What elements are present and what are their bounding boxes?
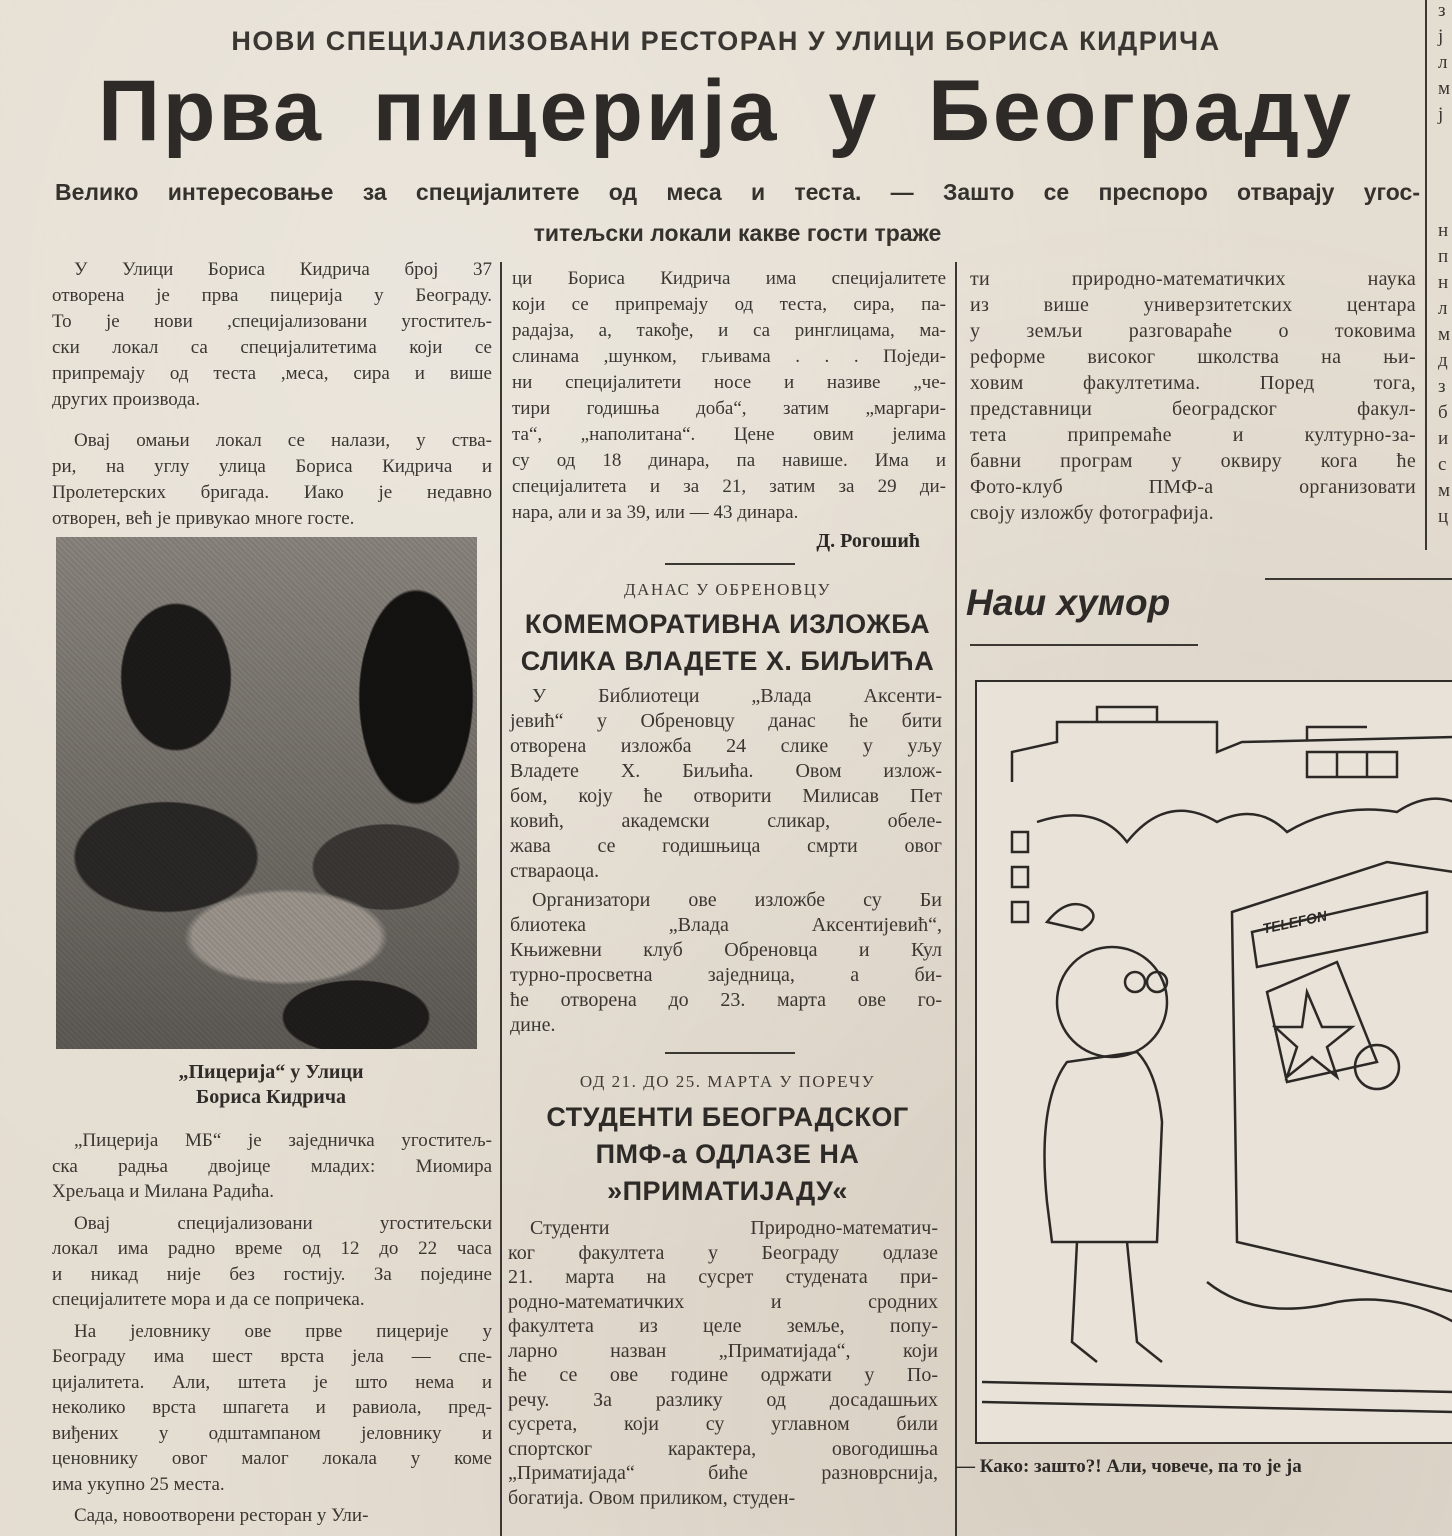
- article-headline: Прва пицерија у Београду: [98, 63, 1354, 159]
- text-line: ска радња двојице младих: Миомира: [52, 1155, 492, 1177]
- text-line: своју изложбу фотографија.: [970, 502, 1214, 524]
- headline-line: СТУДЕНТИ БЕОГРАДСКОГ: [546, 1102, 909, 1132]
- humor-title-underline: [970, 644, 1198, 646]
- text-line: У Улици Бориса Кидрича број 37: [74, 259, 492, 280]
- text-line: „Пицерија МБ“ је заједничка угоститељ-: [74, 1130, 492, 1151]
- headline-line: ПМФ-а ОДЛАЗЕ НА: [595, 1139, 860, 1169]
- headline-line: КОМЕМОРАТИВНА ИЗЛОЖБА: [524, 609, 931, 639]
- text-line: Владете Х. Биљића. Овом излож-: [510, 760, 942, 782]
- text-line: других производа.: [52, 389, 201, 410]
- text-line: специјалитете мора и да се попричека.: [52, 1289, 365, 1310]
- fragment-letter: л: [1438, 298, 1448, 319]
- photo-caption: [50, 1060, 492, 1110]
- section-rule: [665, 563, 795, 565]
- text-line: нара, али и за 39, или — 43 динара.: [512, 502, 799, 523]
- text-line: ког факултета у Београду одлазе: [508, 1241, 938, 1264]
- fragment-letter: ц: [1438, 506, 1449, 527]
- pizzeria-photo: [56, 537, 477, 1049]
- text-line: спортског карактера, овогодишња: [508, 1437, 938, 1460]
- man-body: [1045, 1052, 1163, 1242]
- main-article-col1-bottom: [52, 1128, 492, 1535]
- text-line: ларно назван „Приматијада“, који: [508, 1339, 938, 1362]
- paragraph: [508, 1216, 938, 1510]
- column-divider: [500, 262, 502, 1536]
- text-line: ценовнику овог малог локала у коме: [52, 1448, 492, 1469]
- text-line: јевић“ у Обреновцу данас ће бити: [510, 710, 942, 732]
- section-rule: [665, 1052, 795, 1054]
- column-divider: [1425, 0, 1427, 550]
- exhibition-body: [510, 684, 942, 1042]
- star: [1275, 992, 1352, 1077]
- text-line: Београду има шест врста јела — спе-: [52, 1346, 492, 1367]
- text-line: има укупно 25 места.: [52, 1473, 225, 1495]
- subhead-line: титељски локали какве гости траже: [533, 220, 942, 246]
- students-kicker: ОД 21. ДО 25. МАРТА У ПОРЕЧУ: [579, 1072, 876, 1091]
- text-line: ци Бориса Кидрича има специјалитете: [512, 268, 946, 289]
- cartoon-caption: — Како: зашто?! Али, човече, па то је ја: [956, 1456, 1302, 1477]
- paragraph: [52, 1503, 492, 1529]
- text-line: локал има радно време од 12 до 22 часа: [52, 1238, 492, 1259]
- text-line: отворен, већ је привукао многе госте.: [52, 508, 355, 529]
- text-line: Организатори ове изложбе су Би: [532, 889, 942, 911]
- text-line: На јеловнику ове прве пицерије у: [74, 1320, 492, 1342]
- paragraph: [512, 266, 946, 526]
- text-line: ти природно-математичких наука: [970, 268, 1416, 290]
- text-line: Студенти Природно-математич-: [530, 1217, 938, 1239]
- humor-section-title: Наш хумор: [966, 582, 1171, 623]
- text-line: тета припремаће и културно-за-: [970, 424, 1416, 446]
- adjacent-column-fragment: [1438, 0, 1450, 128]
- text-line: Пролетерских бригада. Иако је недавно: [52, 482, 492, 503]
- column-divider: [955, 262, 957, 1536]
- text-line: у земљи разговараће о токовима: [970, 320, 1416, 342]
- students-body: [508, 1216, 938, 1510]
- main-article-col1-top: [52, 257, 492, 547]
- adjacent-column-fragment: [1438, 218, 1450, 530]
- article-kicker: НОВИ СПЕЦИЈАЛИЗОВАНИ РЕСТОРАН У УЛИЦИ БОРИСА КИДРИЧА: [231, 26, 1221, 56]
- text-line: слинама ,шунком, гљивама . . . Поједи-: [512, 346, 946, 367]
- telephone-dial: [1355, 1045, 1399, 1089]
- text-line: радајза, а, такође, и са ринглицама, ма-: [512, 320, 946, 341]
- fragment-letter: л: [1438, 52, 1448, 73]
- headline-line: »ПРИМАТИЈАДУ«: [607, 1176, 848, 1206]
- exhibition-kicker: ДАНАС У ОБРЕНОВЦУ: [623, 580, 832, 599]
- text-line: Овај омањи локал се налази, у ства-: [74, 430, 492, 451]
- booth-label: TELEFON: [1261, 907, 1329, 937]
- author-signature: Д. Рогошић: [816, 530, 920, 552]
- text-line: отворена је прва пицерија у Београду.: [52, 285, 492, 306]
- paragraph: [52, 1211, 492, 1313]
- students-continuation: [970, 266, 1416, 526]
- article-subhead: [55, 172, 1420, 254]
- section-rule: [1265, 578, 1452, 580]
- fragment-letter: д: [1438, 350, 1448, 371]
- text-line: Овај специјализовани угоститељски: [74, 1212, 492, 1234]
- text-line: Књижевни клуб Обреновца и Кул: [510, 939, 942, 961]
- fragment-letter: с: [1438, 454, 1447, 475]
- fragment-letter: п: [1438, 246, 1449, 267]
- text-line: ри, на углу улица Бориса Кидрича и: [52, 456, 492, 477]
- text-line: ће отворена до 23. марта ове го-: [510, 989, 942, 1011]
- text-line: тири годишња доба“, затим „маргари-: [512, 398, 946, 419]
- text-line: ховим факултетима. Поред тога,: [970, 372, 1416, 394]
- text-line: ће се ове године одржати у По-: [508, 1364, 938, 1386]
- text-line: Сада, новоотворени ресторан у Ули-: [74, 1505, 369, 1526]
- fragment-letter: ј: [1438, 26, 1444, 47]
- text-line: турно-просветна заједница, а би-: [510, 964, 942, 986]
- text-line: који се припремају од теста, сира, па-: [512, 294, 946, 315]
- text-line: речу. За разлику од досадашњих: [508, 1388, 938, 1411]
- photo-caption-line: „Пицерија“ у Улици: [178, 1061, 364, 1083]
- fragment-letter: м: [1438, 324, 1451, 345]
- fragment-letter: м: [1438, 480, 1451, 501]
- text-line: У Библиотеци „Влада Аксенти-: [532, 685, 942, 707]
- building-window: [1307, 752, 1397, 777]
- text-line: реформе високог школства на њи-: [970, 346, 1416, 368]
- paragraph: [52, 428, 492, 532]
- paragraph: [510, 888, 942, 1038]
- text-line: богатија. Овом приликом, студен-: [508, 1486, 796, 1509]
- text-line: и никад није без гостију. За поједине: [52, 1263, 492, 1285]
- text-line: сусрета, који су углавном били: [508, 1413, 938, 1435]
- man-head: [1057, 947, 1167, 1057]
- text-line: цијалитета. Али, штета је што нема и: [52, 1371, 492, 1393]
- humor-cartoon: [975, 680, 1452, 1444]
- text-line: виђених у одштампаном јеловнику и: [52, 1422, 492, 1444]
- text-line: блиотека „Влада Аксентијевић“,: [510, 914, 942, 936]
- text-line: ски локал са специјалитетима који се: [52, 337, 492, 358]
- text-line: дине.: [510, 1014, 556, 1036]
- text-line: отворена изложба 24 слике у уљу: [510, 735, 942, 757]
- fragment-letter: б: [1438, 402, 1448, 423]
- text-line: Хрељаца и Милана Радића.: [52, 1181, 275, 1202]
- text-line: из више универзитетских центара: [970, 294, 1416, 316]
- text-line: неколико врста шпагета и равиола, пред-: [52, 1397, 492, 1418]
- paragraph: [970, 266, 1416, 526]
- paragraph: [52, 1128, 492, 1205]
- text-line: То је нови ,специјализовани угоститељ-: [52, 311, 492, 332]
- text-line: представници београдског факул-: [970, 398, 1416, 420]
- fragment-letter: н: [1438, 220, 1449, 241]
- subhead-line: Велико интересовање за специјалитете од меса и теста. — Зашто се преспоро отварају угос-: [55, 179, 1420, 205]
- text-line: ни специјалитети носе и називе „че-: [512, 372, 946, 393]
- photo-caption-line: Бориса Кидрича: [195, 1086, 347, 1108]
- text-line: специјалитета и за 21, затим за 29 ди-: [512, 476, 946, 497]
- fragment-letter: н: [1438, 272, 1449, 293]
- text-line: родно-математичких и сродних: [508, 1290, 938, 1313]
- cartoon-drawing: [977, 682, 1452, 1442]
- students-headline: [505, 1099, 950, 1210]
- headline-line: СЛИКА ВЛАДЕТЕ Х. БИЉИЋА: [520, 646, 935, 676]
- text-line: ковић, академски сликар, обеле-: [510, 810, 942, 832]
- fragment-letter: м: [1438, 78, 1451, 99]
- fragment-letter: з: [1438, 376, 1446, 397]
- fragment-letter: ј: [1438, 104, 1444, 125]
- text-line: факултета из целе земље, попу-: [508, 1315, 938, 1337]
- paragraph: [52, 257, 492, 413]
- text-line: припремају од теста ,меса, сира и више: [52, 363, 492, 384]
- text-line: бом, коју ће отворити Милисав Пет: [510, 785, 942, 807]
- text-line: бавни програм у оквиру кога ће: [970, 450, 1416, 472]
- text-line: „Приматијада“ биће разноврснија,: [508, 1462, 938, 1484]
- text-line: жава се годишњица смрти овог: [510, 835, 942, 857]
- hat: [1047, 904, 1093, 930]
- text-line: та“, „наполитана“. Цене овим јелима: [512, 424, 946, 445]
- main-article-col2: [512, 266, 946, 526]
- text-line: 21. марта на сусрет студената при-: [508, 1266, 938, 1288]
- paragraph: [510, 684, 942, 884]
- man-legs: [1072, 1242, 1162, 1362]
- fragment-letter: з: [1438, 0, 1446, 21]
- text-line: ствараоца.: [510, 860, 600, 882]
- text-line: су од 18 динара, па навише. Има и: [512, 450, 946, 471]
- exhibition-headline: [505, 606, 950, 680]
- paragraph: [52, 1319, 492, 1498]
- text-line: Фото-клуб ПМФ-а организовати: [970, 476, 1416, 498]
- fragment-letter: и: [1438, 428, 1449, 449]
